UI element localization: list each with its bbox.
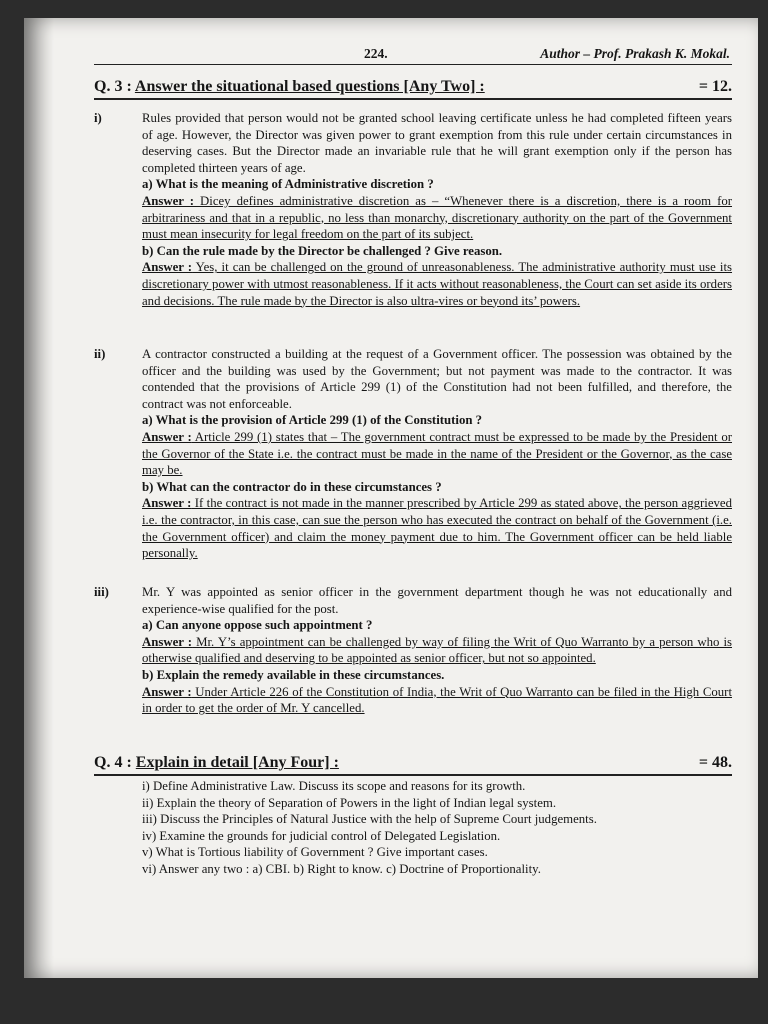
item-number: ii): [94, 347, 106, 361]
answer-b: [142, 259, 732, 309]
answer-a: [142, 193, 732, 243]
document-page: [24, 18, 758, 978]
answer-label: Answer :: [142, 634, 193, 649]
item-text: Rules provided that person would not be granted school leaving certificate unless he had completed fifteen years of age. However, the Director was given power to grant exemption from this rule under certain circumstances in deserving cases. But the Director made an invariable rule that he will grant exemption only if the person has completed thirteen years of age.: [142, 111, 732, 175]
q3-marks: = 12.: [698, 78, 732, 95]
question-b: b) Explain the remedy available in these circumstances.: [142, 667, 445, 682]
answer-text: Under Article 226 of the Constitution of India, the Writ of Quo Warranto can be filed in the High Court in order to get the order of Mr. Y cancelled.: [142, 684, 732, 716]
item-text: Mr. Y was appointed as senior officer in the government department though he was not educationally and experience-wise qualified for the post.: [142, 585, 732, 616]
author-line: Author – Prof. Prakash K. Mokal.: [540, 46, 730, 61]
answer-text: Yes, it can be challenged on the ground of unreasonableness. The administrative authority must use its discretionary power with utmost reasonableness. If it acts without reasonableness, the Court can set aside its orders and decisions. The rule made by the Director is also ultra-vires or beyond its’ powers.: [142, 260, 733, 308]
page-header: [364, 46, 730, 62]
list-item: v) What is Tortious liability of Government ? Give important cases.: [142, 845, 488, 860]
list-item: iv) Examine the grounds for judicial control of Delegated Legislation.: [142, 828, 501, 843]
q3-item-2: [94, 346, 732, 562]
answer-label: Answer :: [142, 193, 194, 208]
page-number: 224.: [364, 46, 388, 61]
question-a: a) What is the meaning of Administrative discretion ?: [142, 177, 434, 192]
answer-label: Answer :: [142, 429, 192, 444]
answer-label: Answer :: [142, 684, 192, 699]
answer-a: [142, 634, 732, 667]
header-rule: [94, 64, 732, 65]
list-item: ii) Explain the theory of Separation of Powers in the light of Indian legal system.: [142, 795, 557, 810]
q4-title: Explain in detail [Any Four] :: [135, 754, 339, 771]
q4-rule: [94, 774, 732, 776]
q4-marks: = 48.: [698, 754, 732, 771]
q3-label: Q. 3 :: [94, 78, 135, 95]
list-item: iii) Discuss the Principles of Natural Justice with the help of Supreme Court judgements.: [142, 812, 597, 827]
q4-list: [142, 778, 732, 878]
q4-label: Q. 4 :: [94, 754, 136, 771]
q3-item-3: [94, 584, 732, 717]
list-item: vi) Answer any two : a) CBI. b) Right to know. c) Doctrine of Proportionality.: [142, 861, 541, 876]
q3-title: Answer the situational based questions [Any Two] :: [134, 78, 485, 95]
item-text: A contractor constructed a building at the request of a Government officer. The possession was obtained by the officer and the building was used by the Government; but not payment was made to the contractor. It was contended that the provisions of Article 299 (1) of the Constitution had not been fulfilled, and therefore, the contract was not enforceable.: [142, 347, 732, 411]
q4-heading: [94, 754, 732, 772]
question-a: a) What is the provision of Article 299 (1) of the Constitution ?: [142, 413, 483, 428]
q3-heading: [94, 78, 732, 96]
answer-text: If the contract is not made in the manner prescribed by Article 299 as stated above, the person aggrieved i.e. the contractor, in this case, can sue the person who has executed the contract on behalf of the Government (i.e. the Government officer) and claim the money payment due to him. The Government officer can be held liable personally.: [142, 496, 732, 561]
answer-b: [142, 684, 732, 717]
item-number: i): [94, 111, 102, 125]
question-b: b) Can the rule made by the Director be challenged ? Give reason.: [142, 243, 503, 258]
binding-shadow: [24, 18, 54, 978]
answer-b: [142, 495, 732, 561]
question-a: a) Can anyone oppose such appointment ?: [142, 618, 373, 633]
q3-rule: [94, 98, 732, 100]
answer-text: Article 299 (1) states that – The government contract must be expressed to be made by the President or the Governor of the State i.e. the contract must be made in the name of the President or the Governor, as the case may be.: [142, 429, 732, 478]
answer-text: Dicey defines administrative discretion as – “Whenever there is a discretion, there is a room for arbitrariness and that in a republic, no less than monarchy, discretionary authority on the part of the Government must mean insecurity for legal freedom on the part of its subject.: [142, 193, 733, 242]
answer-label: Answer :: [142, 496, 192, 511]
list-item: i) Define Administrative Law. Discuss its scope and reasons for its growth.: [142, 779, 526, 793]
answer-a: [142, 429, 732, 479]
answer-label: Answer :: [142, 260, 193, 275]
answer-text: Mr. Y’s appointment can be challenged by way of filing the Writ of Quo Warranto by a person who is otherwise qualified and deserving to be appointed as senior officer, but not so appointed.: [142, 634, 732, 666]
item-number: iii): [94, 585, 109, 599]
q3-item-1: [94, 110, 732, 309]
question-b: b) What can the contractor do in these circumstances ?: [142, 479, 442, 494]
